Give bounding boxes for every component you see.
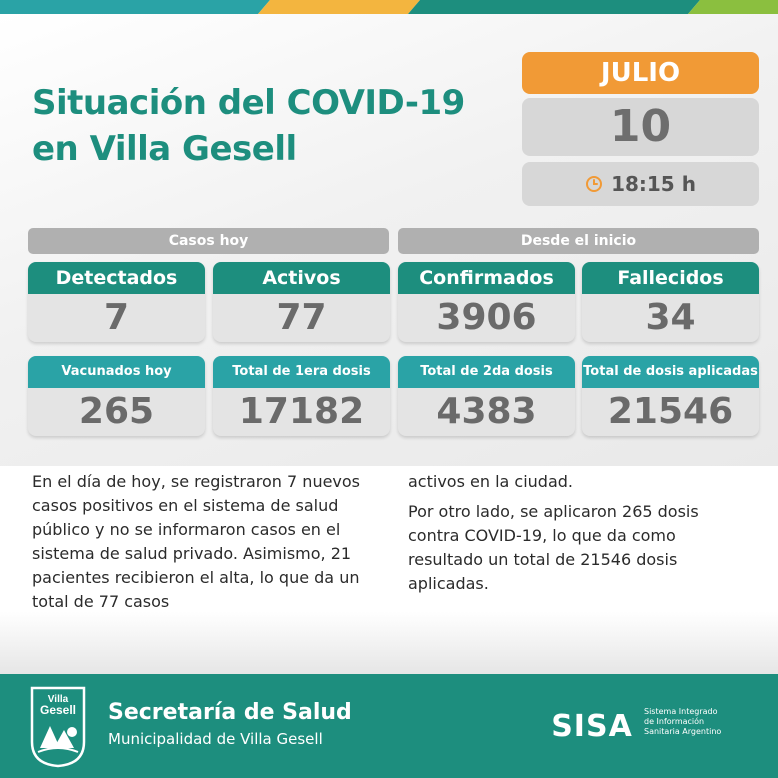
date-day: 10 xyxy=(522,98,759,156)
stat-card-segunda-dosis xyxy=(398,356,575,436)
stat-value: 4383 xyxy=(436,391,537,432)
stat-value: 265 xyxy=(78,391,155,432)
stat-card-detectados xyxy=(28,262,205,342)
stat-label: Detectados xyxy=(28,262,205,294)
badge-text-2: Gesell xyxy=(39,703,77,717)
body-text-left xyxy=(32,470,392,614)
sisa-description xyxy=(644,707,754,737)
title-line-1: Situación del COVID-19 xyxy=(32,83,465,123)
sisa-logo xyxy=(547,707,637,743)
sisa-desc-line: de Información xyxy=(644,717,705,726)
time-text: 18:15 h xyxy=(611,172,696,196)
stat-value: 7 xyxy=(103,297,130,338)
stat-card-total-dosis xyxy=(582,356,759,436)
stat-label: Total de 2da dosis xyxy=(398,356,575,388)
stat-value: 34 xyxy=(645,297,696,338)
section-desde-inicio: Desde el inicio xyxy=(398,228,759,254)
top-color-stripe xyxy=(0,0,778,14)
stat-value: 3906 xyxy=(436,297,537,338)
stat-label: Total de dosis aplicadas xyxy=(582,356,759,388)
stat-value: 17182 xyxy=(238,391,365,432)
stat-card-primera-dosis xyxy=(213,356,390,436)
page-title xyxy=(32,80,502,172)
footer-subtitle: Municipalidad de Villa Gesell xyxy=(108,730,323,748)
footer-title: Secretaría de Salud xyxy=(108,700,352,725)
paragraph: En el día de hoy, se registraron 7 nuevos casos positivos en el sistema de salud público y no se informaron casos en el sistema de salud privado. Asimismo, 21 pacientes recibieron el alta, lo que da un total de 77 casos xyxy=(32,472,361,611)
stat-value: 21546 xyxy=(607,391,734,432)
paragraph: Por otro lado, se aplicaron 265 dosis contra COVID-19, lo que da como resultado un total de 21546 dosis aplicadas. xyxy=(408,502,699,593)
stat-card-activos xyxy=(213,262,390,342)
date-time xyxy=(522,162,759,206)
paragraph: activos en la ciudad. xyxy=(408,472,573,491)
sisa-desc-line: Sanitaria Argentino xyxy=(644,727,722,736)
title-line-2: en Villa Gesell xyxy=(32,129,297,169)
badge-text-1: Villa xyxy=(47,694,69,705)
stat-value: 77 xyxy=(276,297,327,338)
section-casos-hoy: Casos hoy xyxy=(28,228,389,254)
body-text-right xyxy=(408,470,748,596)
villa-gesell-logo xyxy=(28,684,88,768)
stat-label: Total de 1era dosis xyxy=(213,356,390,388)
stat-label: Vacunados hoy xyxy=(28,356,205,388)
sisa-logo-text: SISA xyxy=(551,709,633,743)
clock-icon xyxy=(585,175,603,193)
stat-label: Activos xyxy=(213,262,390,294)
stat-label: Fallecidos xyxy=(582,262,759,294)
date-month: JULIO xyxy=(522,52,759,94)
stat-card-confirmados xyxy=(398,262,575,342)
stat-card-vacunados-hoy xyxy=(28,356,205,436)
stat-label: Confirmados xyxy=(398,262,575,294)
stat-card-fallecidos xyxy=(582,262,759,342)
sisa-desc-line: Sistema Integrado xyxy=(644,707,718,716)
